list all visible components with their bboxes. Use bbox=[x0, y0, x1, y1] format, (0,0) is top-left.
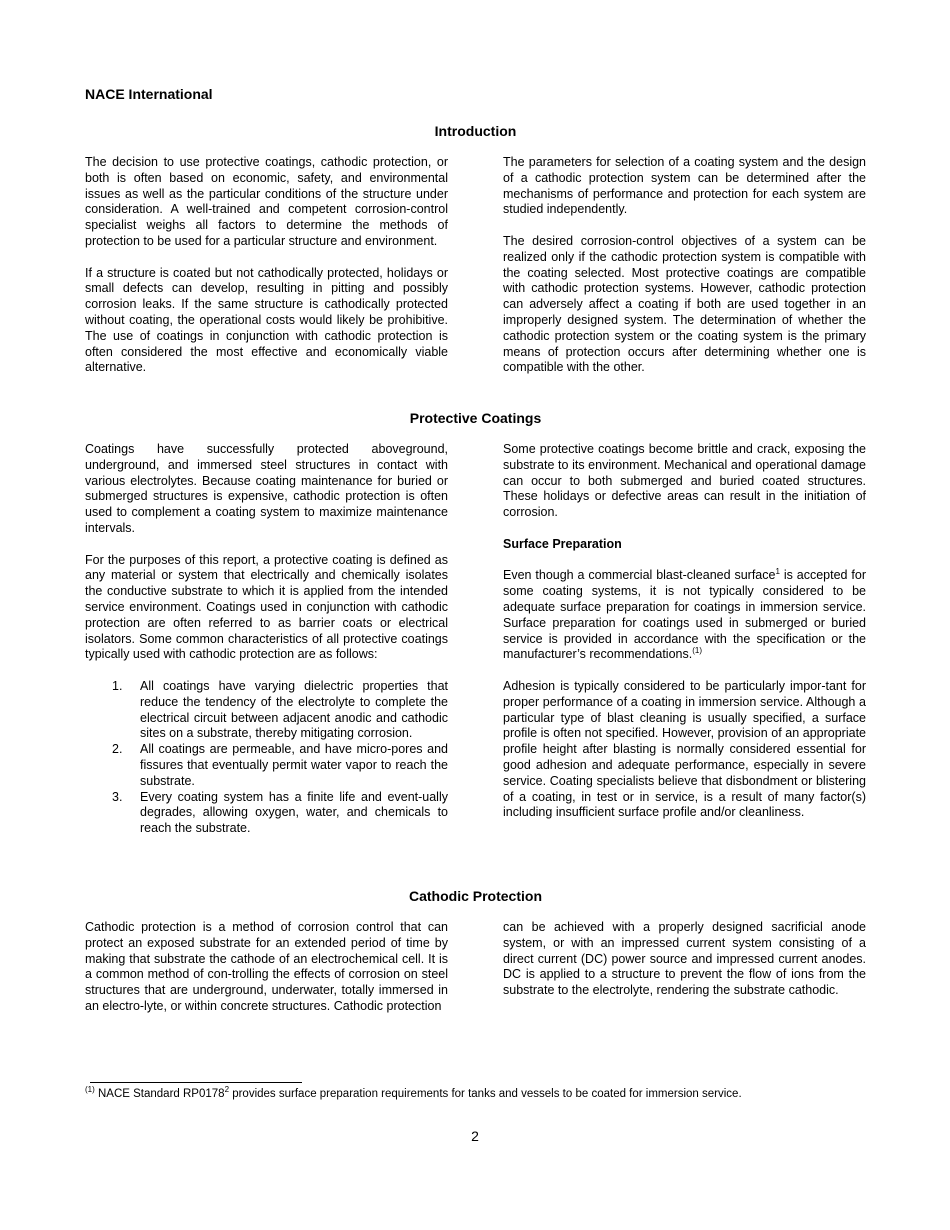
list-number: 3. bbox=[112, 789, 123, 804]
paragraph: For the purposes of this report, a protective coating is defined as any material or system that electrically and chemically isolates the conductive substrate to which it is applied from the intended service environment. Coatings used in conjunction with cathodic protection are often referred to as barrier coats or electrical isolators. Some common characteristics of all protective coatings typically used with cathodic protection are as follows: bbox=[85, 552, 448, 662]
protective-coatings-right-column bbox=[503, 442, 866, 821]
citation-superscript: 1 bbox=[775, 567, 780, 577]
list-number: 2. bbox=[112, 742, 123, 757]
paragraph: The decision to use protective coatings, cathodic protection, or both is often based on economic, safety, and environmental issues as well as the particular conditions of the structure under consideration. A well-trained and competent corrosion-control specialist weighs all factors to determine the methods of protection to be used for a particular structure and environment. bbox=[85, 155, 448, 248]
cathodic-protection-left-column bbox=[85, 920, 448, 1015]
page-number: 2 bbox=[471, 1128, 479, 1144]
list-item-text: Every coating system has a finite life and event-ually degrades, allowing oxygen, water, and chemicals to reach the substrate. bbox=[140, 789, 448, 836]
list-item bbox=[85, 742, 448, 789]
list-item-text: All coatings are permeable, and have micro-pores and fissures that eventually permit water vapor to reach the substrate. bbox=[140, 742, 448, 788]
citation-superscript: 2 bbox=[224, 1085, 230, 1094]
paragraph: Some protective coatings become brittle and crack, exposing the substrate to its environment. Mechanical and operational damage can occur to both submerged and buried coated structures. These holidays or defective areas can result in the initiation of corrosion. bbox=[503, 442, 866, 520]
protective-coatings-left-column bbox=[85, 442, 448, 837]
introduction-right-column bbox=[503, 155, 866, 376]
paragraph: Coatings have successfully protected aboveground, underground, and immersed steel structures in contact with various electrolytes. Because coating maintenance for buried or submerged structures is expensive, cathodic protection is often used to complement a coating system to maximize maintenance intervals. bbox=[85, 442, 448, 535]
section-title-introduction: Introduction bbox=[434, 123, 517, 139]
footnote: $^{(1)}$ NACE Standard RP0178$^2$ provides surface preparation requirements for tanks and vessels to be coated for immersion service. bbox=[85, 1085, 742, 1100]
cathodic-protection-right-column bbox=[503, 920, 866, 999]
list-item-text: All coatings have varying dielectric properties that reduce the tendency of the electrolyte to complete the electrical circuit between adjacent anodic and cathodic sites on a substrate, thereby mitigating corrosion. bbox=[140, 678, 448, 741]
footnote-marker: (1) bbox=[85, 1085, 95, 1094]
paragraph: Adhesion is typically considered to be particularly impor-tant for proper performance of a coating in immersion service. Although a particular type of blast cleaning is usually specified, a surface profile is often not specified. However, provision of an appropriate profile height after blasting is normally considered essential for good adhesion and adequate performance, especially in severe service. Coating specialists believe that disbondment or blistering of a coating, in test or in service, is a result of many factor(s) including insufficient surface profile and/or cleanliness. bbox=[503, 678, 866, 820]
section-title-protective-coatings: Protective Coatings bbox=[409, 410, 542, 426]
paragraph: The parameters for selection of a coating system and the design of a cathodic protection system can be determined after the mechanisms of performance and protection for each system are studied independently. bbox=[503, 155, 866, 217]
paragraph: Cathodic protection is a method of corrosion control that can protect an exposed substrate for an extended period of time by making that substrate the cathode of an electrochemical cell. It is a common method of con-trolling the effects of corrosion on steel structures that are underground, underwater, totally immersed in an electro-lyte, or within concrete structures. Cathodic protection bbox=[85, 920, 448, 1013]
introduction-left-column bbox=[85, 155, 448, 376]
paragraph: The desired corrosion-control objectives of a system can be realized only if the cathodic protection system is compatible with the coating selected. Most protective coatings are compatible with cathodic protection systems. However, cathodic protection can adversely affect a coating if both are used together in an improperly designed system. The determination of whether the cathodic protection system or the coating system is the primary means of protection occurs after determining whether one is compatible with the other. bbox=[503, 233, 866, 375]
list-item bbox=[85, 679, 448, 742]
section-title-cathodic-protection: Cathodic Protection bbox=[408, 888, 542, 904]
paragraph: can be achieved with a properly designed sacrificial anode system, or with an impressed current system consisting of a direct current (DC) power source and impressed current anodes. DC is applied to a structure to prevent the flow of ions from the substrate to the electrolyte, rendering the substrate cathodic. bbox=[503, 920, 866, 998]
paragraph: Even though a commercial blast-cleaned surface$^1$ is accepted for some coating systems, it is not typically considered to be adequate surface preparation for coatings in immersion service. Surface preparation for coatings used in submerged or buried service is provided in accordance with the specification or the manufacturer’s recommendations.$^{(1)}$ bbox=[503, 567, 866, 662]
list-item bbox=[85, 790, 448, 837]
list-number: 1. bbox=[112, 678, 123, 693]
paragraph: If a structure is coated but not cathodically protected, holidays or small defects can develop, resulting in pitting and possibly corrosion leaks. If the same structure is cathodically protected without coating, the operational costs would likely be prohibitive. The use of coatings in conjunction with cathodic protection is often considered the most effective and economically viable alternative. bbox=[85, 265, 448, 375]
footnote-divider bbox=[90, 1082, 302, 1083]
coating-characteristics-list bbox=[85, 679, 448, 837]
footnote-reference: (1) bbox=[692, 646, 702, 656]
organization-header: NACE International bbox=[85, 86, 213, 102]
subsection-title-surface-preparation: Surface Preparation bbox=[503, 536, 622, 551]
